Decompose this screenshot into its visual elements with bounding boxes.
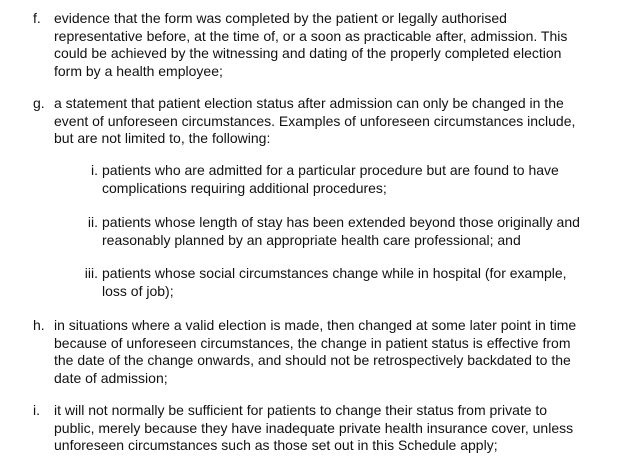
list-item-text: in situations where a valid election is made, then changed at some later point in time because of unforeseen circumstances, the change in patient status is effective from the date of the change onwards, and should not be retrospectively backdated to the date of admission; <box>54 317 577 386</box>
sub-list-marker: ii. <box>87 214 98 230</box>
list-item-text: it will not normally be sufficient for patients to change their status from private to public, merely because they have inadequate private health insurance cover, unless unforeseen circumstances such as those set out in this Schedule apply; <box>54 402 574 454</box>
sub-list-item-text: patients whose length of stay has been extended beyond those originally and reasonably planned by an appropriate health care professional; and <box>102 214 580 248</box>
list-marker: h. <box>33 317 45 333</box>
list-marker: f. <box>33 10 41 26</box>
list-item-text: evidence that the form was completed by the patient or legally authorised representative before, at the time of, or a soon as practicable after, admission. This could be achieved by the witnessing and dating of the properly completed election form by a health employee; <box>54 10 568 79</box>
list-item-text: a statement that patient election status after admission can only be changed in the event of unforeseen circumstances. Examples of unforeseen circumstances include, but are not limited to, the following: <box>54 95 576 147</box>
sub-list-marker: i. <box>91 162 98 178</box>
list-marker: i. <box>33 402 40 418</box>
list-marker: g. <box>33 95 45 111</box>
sub-list-item-text: patients whose social circumstances change while in hospital (for example, loss of job); <box>102 265 567 299</box>
sub-list-marker: iii. <box>84 265 98 281</box>
sub-list-item-text: patients who are admitted for a particular procedure but are found to have complications requiring additional procedures; <box>102 162 559 196</box>
